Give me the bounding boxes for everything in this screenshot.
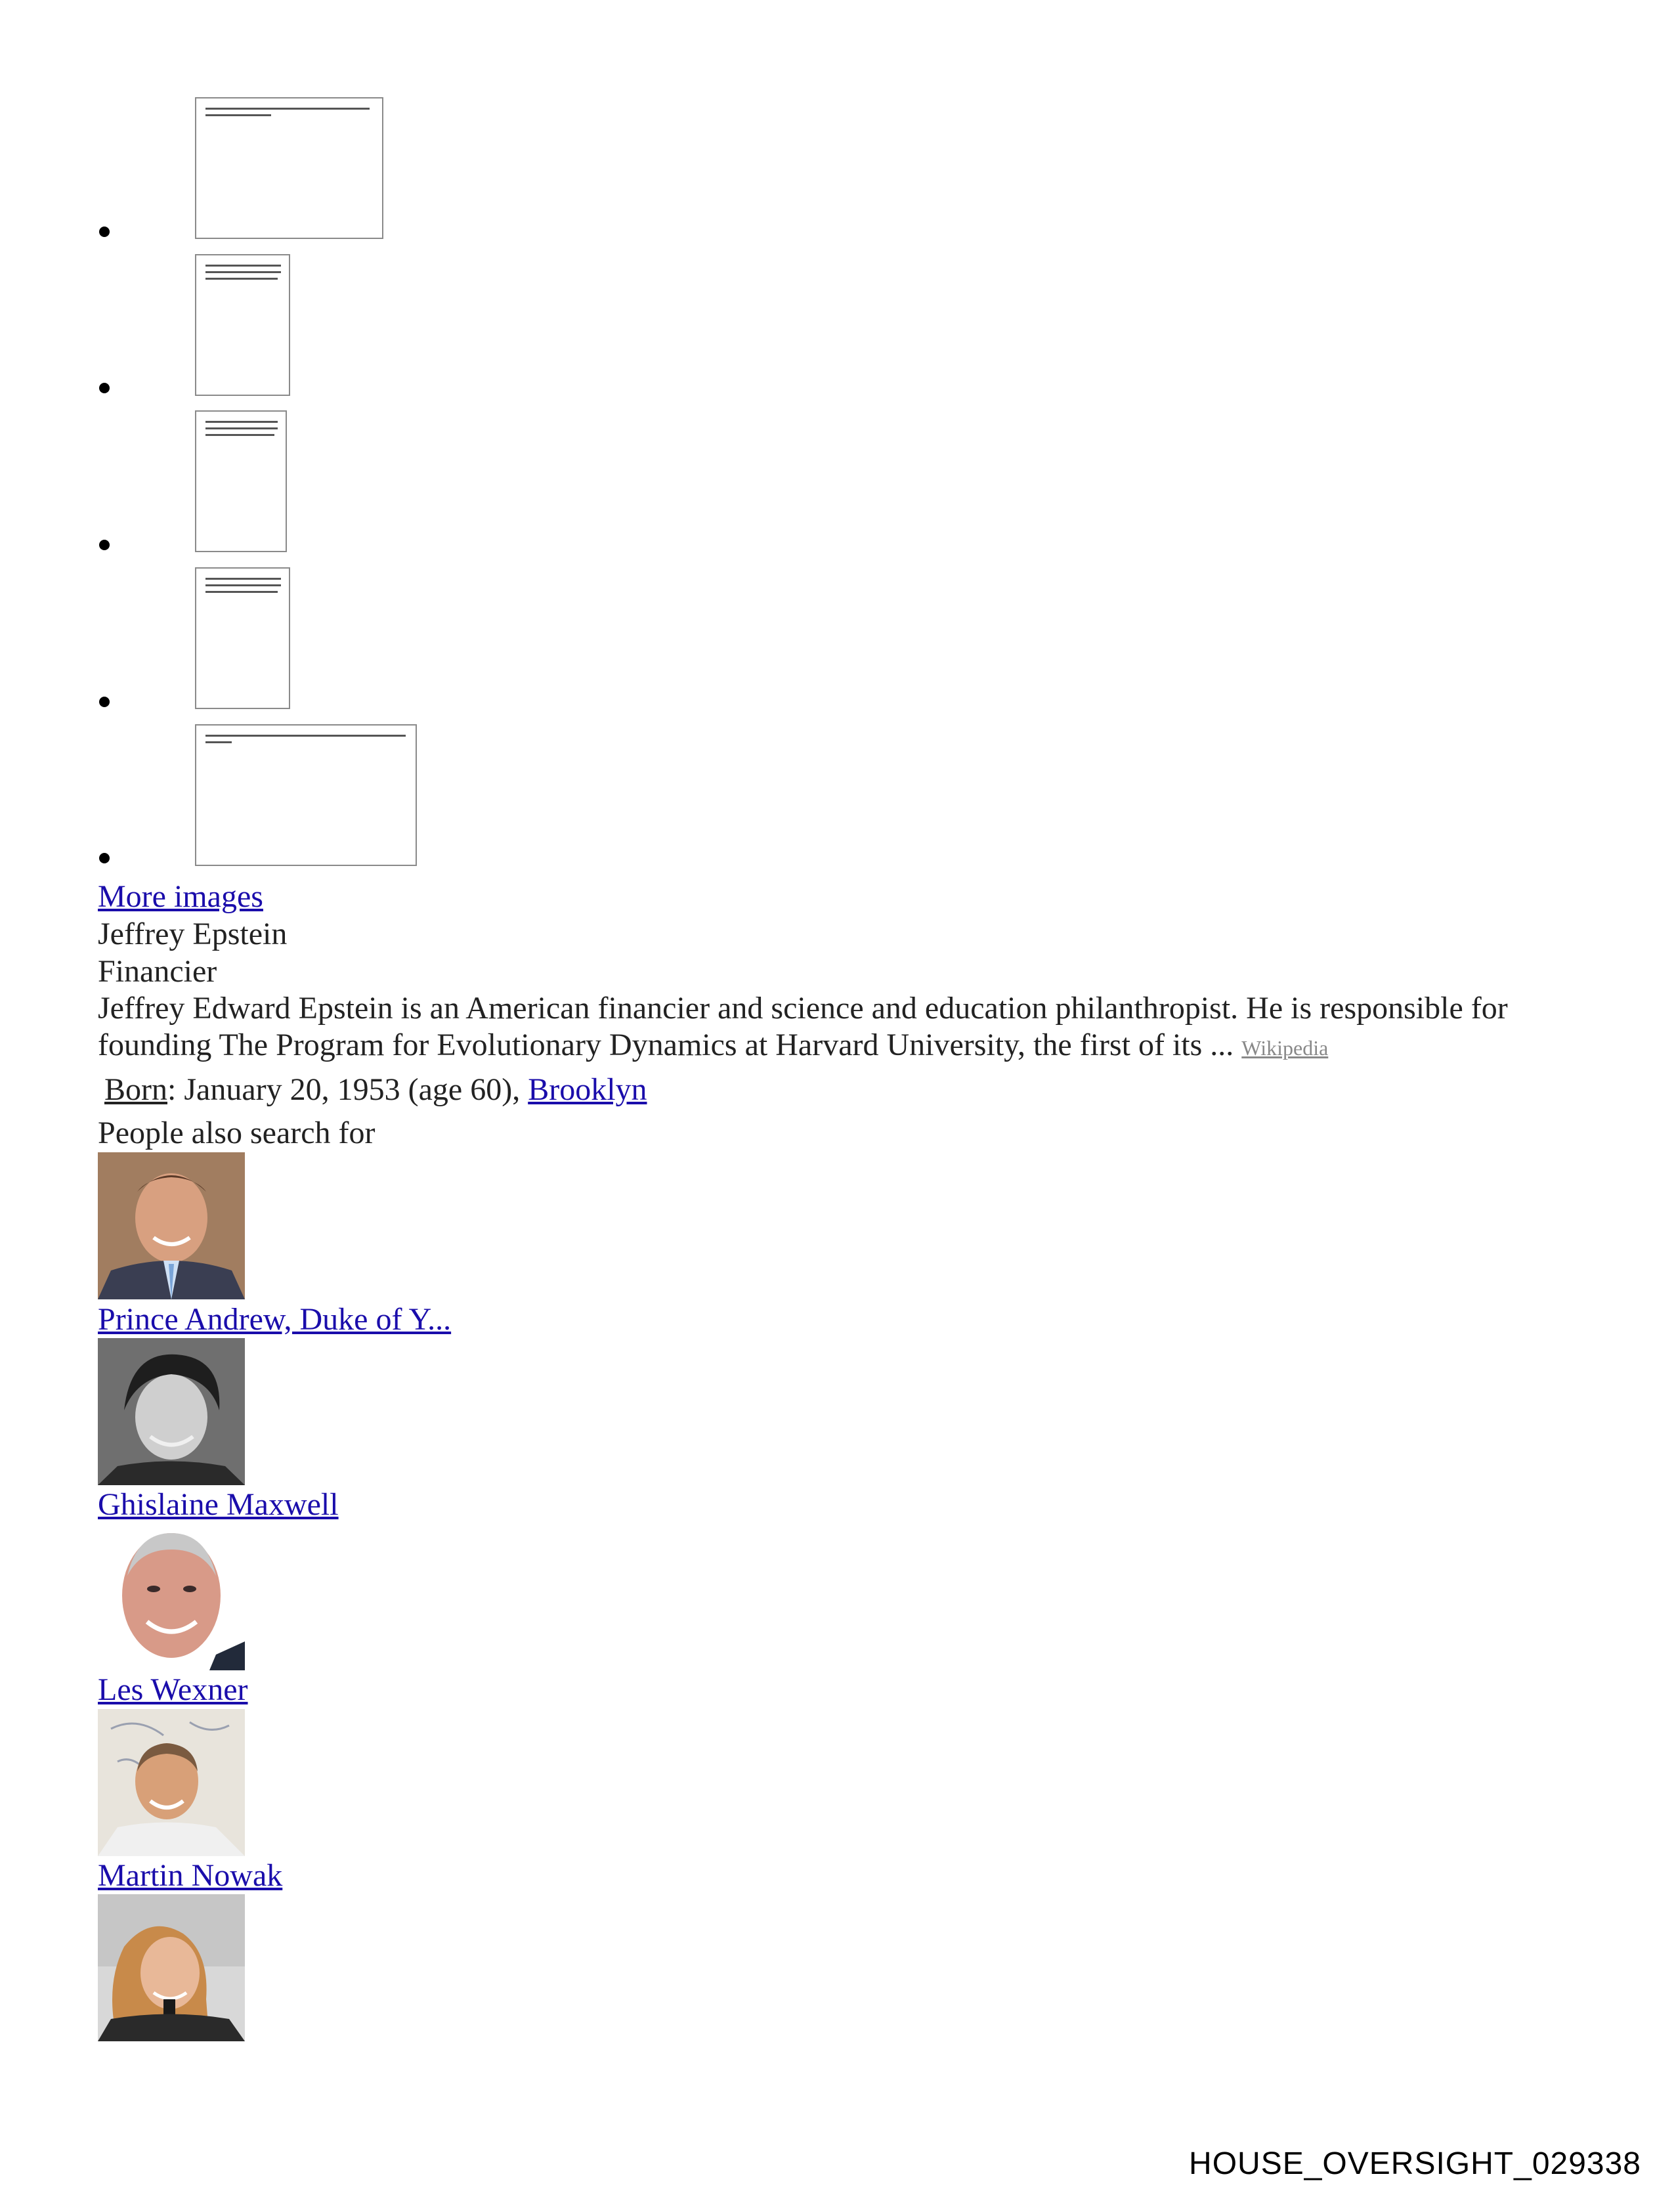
born-value: : January 20, 1953 (age 60), [167, 1072, 528, 1107]
image-thumbnail[interactable] [195, 254, 290, 396]
document-id: HOUSE_OVERSIGHT_029338 [1189, 2146, 1641, 2181]
entity-description [98, 990, 1608, 1066]
person-photo[interactable] [98, 1894, 245, 2041]
list-bullet [99, 697, 110, 707]
person-link-ghislaine-maxwell[interactable]: Ghislaine Maxwell [98, 1487, 339, 1522]
wikipedia-link[interactable]: Wikipedia [1241, 1036, 1329, 1060]
born-place-link[interactable]: Brooklyn [528, 1072, 647, 1107]
person-link-prince-andrew[interactable]: Prince Andrew, Duke of Y... [98, 1302, 452, 1337]
image-thumbnail[interactable] [195, 567, 290, 709]
person-photo-ghislaine-maxwell[interactable] [98, 1338, 245, 1485]
person-photo-icon [98, 1338, 245, 1485]
person-photo-martin-nowak[interactable] [98, 1709, 245, 1856]
image-thumbnail[interactable] [195, 410, 287, 552]
people-also-search-heading: People also search for [98, 1116, 376, 1150]
person-photo-icon [98, 1523, 245, 1670]
image-thumbnail[interactable] [195, 724, 417, 866]
person-photo-les-wexner[interactable] [98, 1523, 245, 1670]
more-images-link[interactable]: More images [98, 879, 263, 914]
person-photo-icon [98, 1709, 245, 1856]
description-line-2 [98, 1027, 1608, 1066]
person-photo-icon [98, 1152, 245, 1299]
list-bullet [99, 540, 110, 550]
list-bullet [99, 383, 110, 393]
person-photo-prince-andrew[interactable] [98, 1152, 245, 1299]
born-label[interactable]: Born [104, 1072, 167, 1107]
person-link-martin-nowak[interactable]: Martin Nowak [98, 1858, 283, 1893]
image-thumbnail[interactable] [195, 97, 383, 239]
entity-type: Financier [98, 954, 217, 989]
description-line-2-text: founding The Program for Evolutionary Dynamics at Harvard University, the first of its ... [98, 1028, 1234, 1062]
description-line-1: Jeffrey Edward Epstein is an American financier and science and education philanthropist. He is responsible for [98, 991, 1508, 1026]
born-fact [104, 1072, 647, 1108]
person-link-les-wexner[interactable]: Les Wexner [98, 1672, 248, 1707]
person-photo-icon [98, 1894, 245, 2041]
list-bullet [99, 853, 110, 863]
list-bullet [99, 227, 110, 237]
entity-name: Jeffrey Epstein [98, 917, 288, 951]
